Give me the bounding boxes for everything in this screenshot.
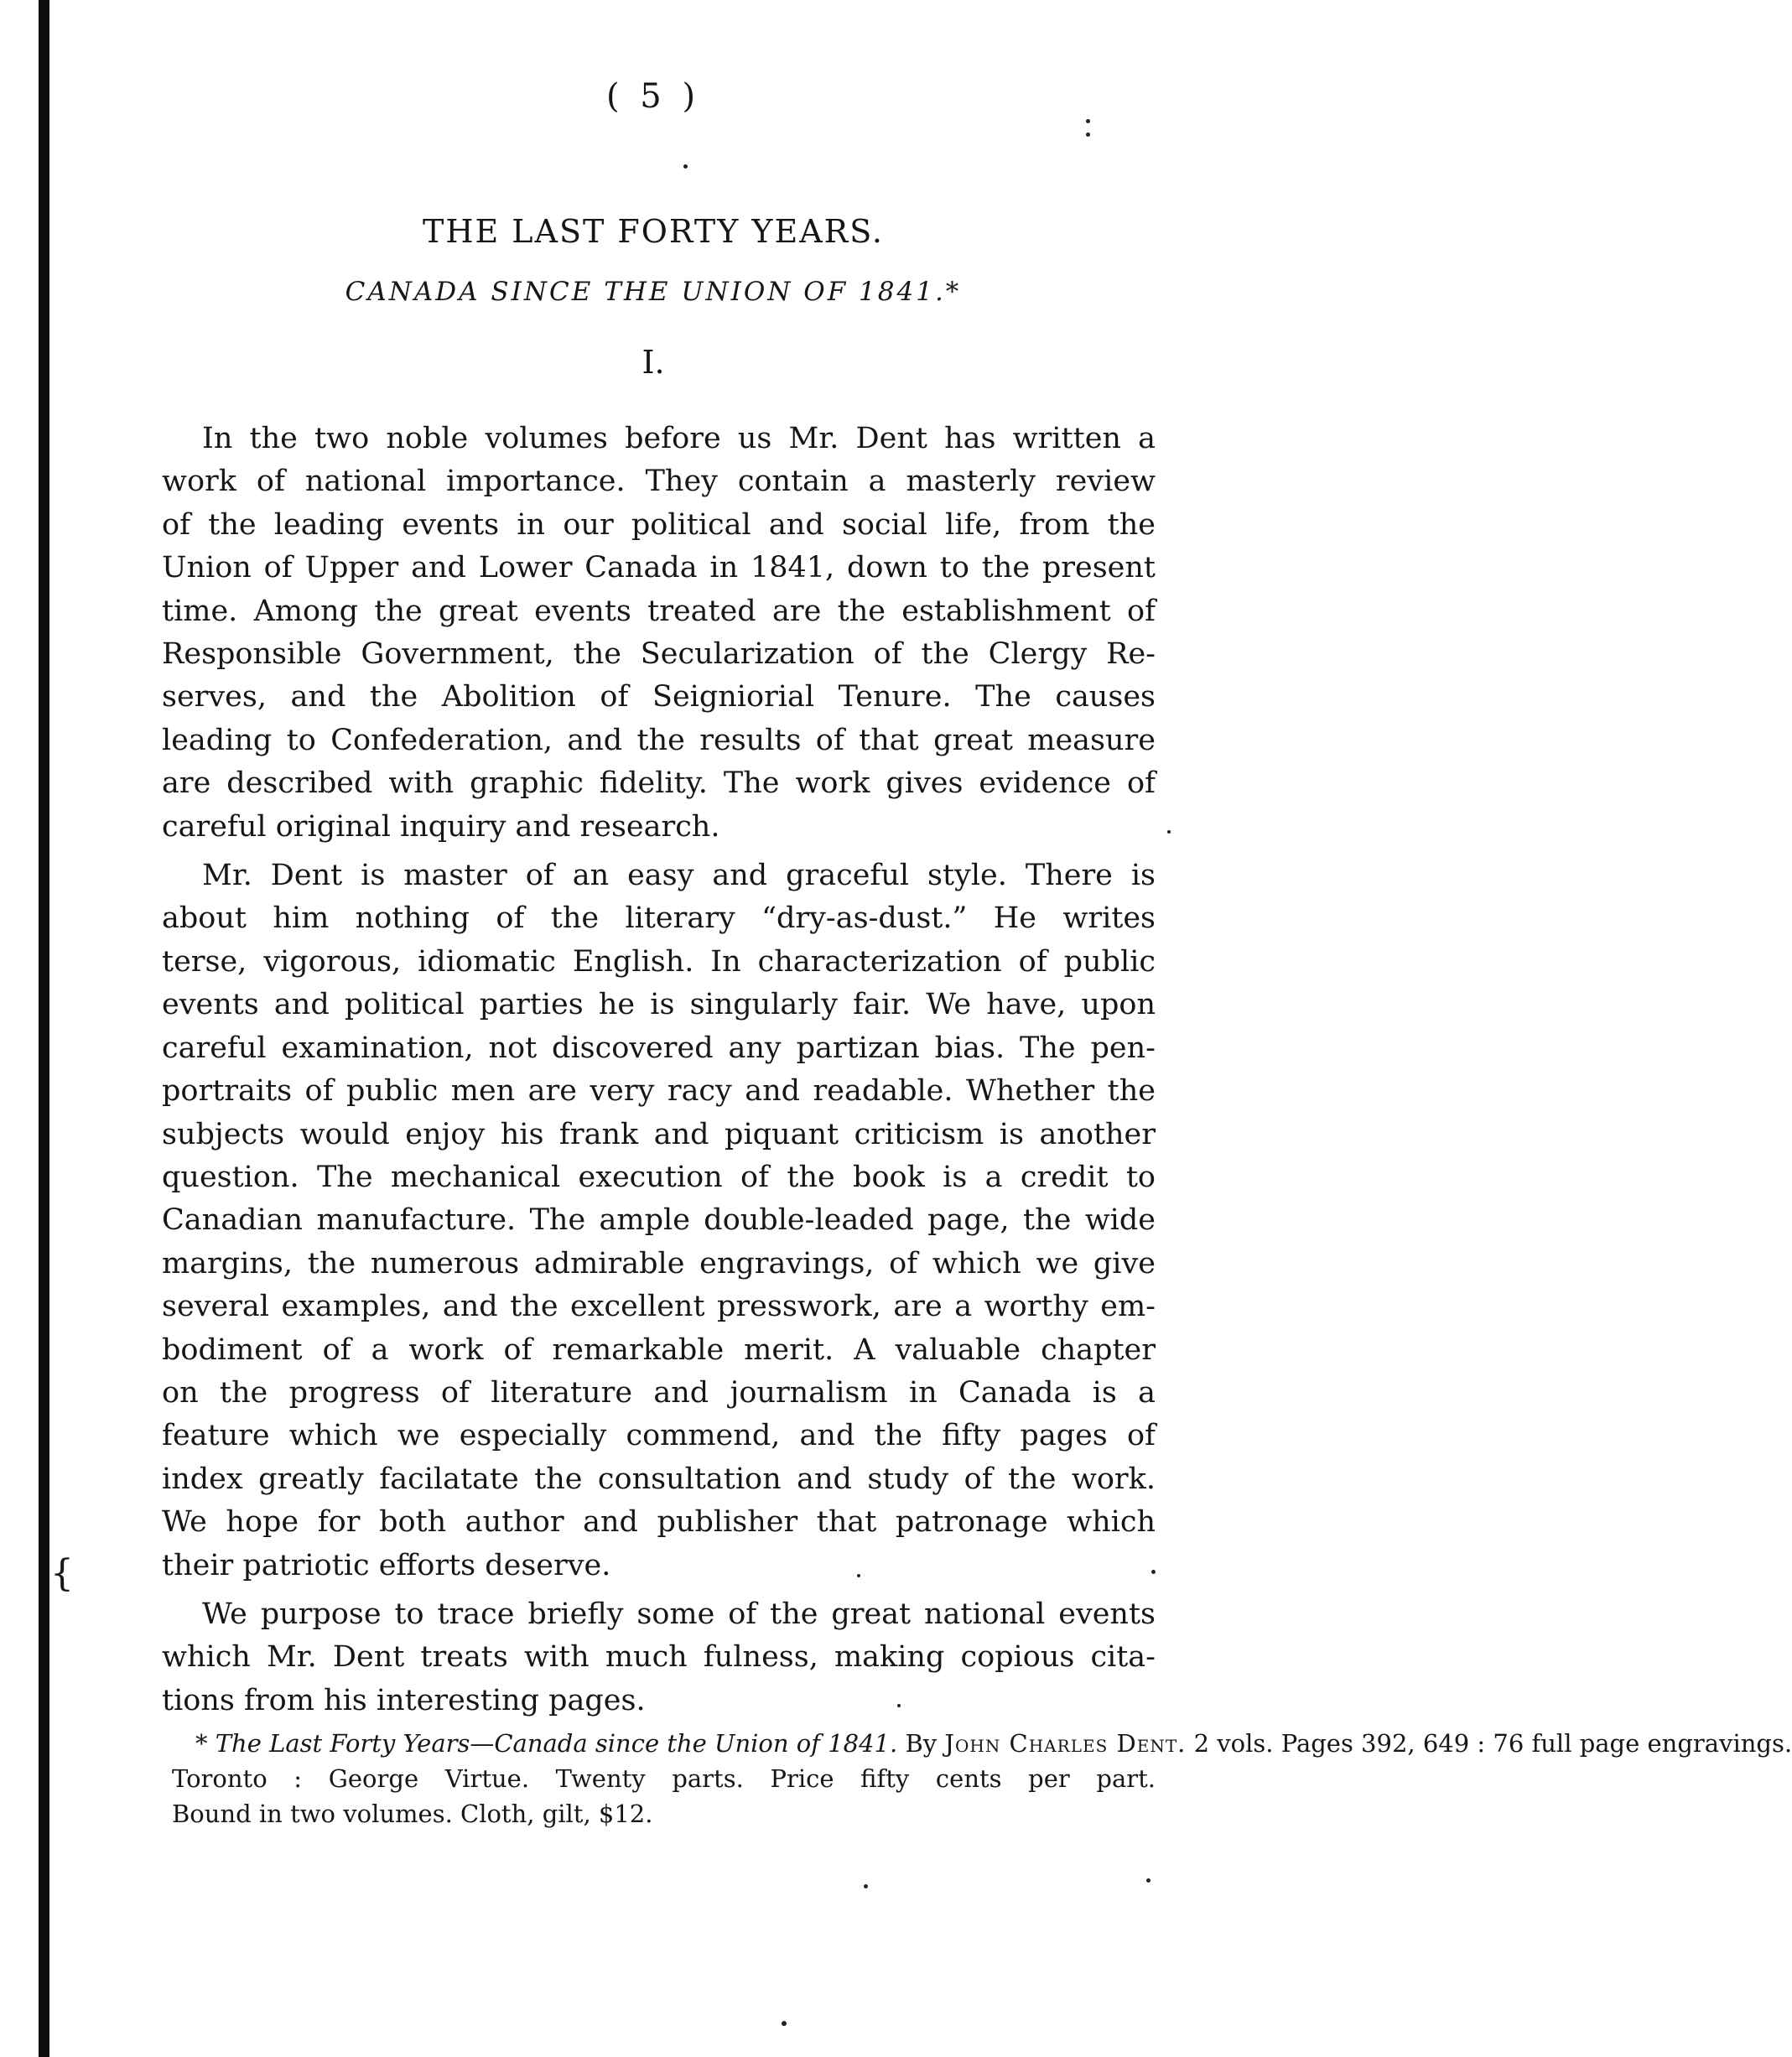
footnote-line xyxy=(172,1726,1792,1761)
paragraph xyxy=(162,854,1156,1587)
footnote-line: Bound in two volumes. Cloth, gilt, $12. xyxy=(172,1800,653,1828)
text-line: of the leading events in our political and social life, from the xyxy=(162,507,1156,542)
scan-speck xyxy=(864,1884,868,1888)
footnote-marker: * xyxy=(195,1729,208,1758)
footnote-by: By xyxy=(905,1729,938,1758)
text-line: We purpose to trace briefly some of the great national events xyxy=(202,1597,1156,1631)
text-line: Mr. Dent is master of an easy and graceful style. There is xyxy=(202,859,1156,893)
page-number: ( 5 ) xyxy=(605,77,701,116)
scan-speck xyxy=(683,164,688,169)
text-line: Canadian manufacture. The ample double-leaded page, the wide xyxy=(162,1203,1156,1238)
scan-binding-edge xyxy=(39,0,49,2057)
text-line: feature which we especially commend, and the fifty pages of xyxy=(162,1419,1156,1453)
text-line: We hope for both author and publisher that patronage which xyxy=(162,1505,1156,1540)
text-line: In the two noble volumes before us Mr. Dent has written a xyxy=(202,422,1156,455)
text-line: serves, and the Abolition of Seigniorial Tenure. The causes xyxy=(162,680,1156,714)
paragraph-gap xyxy=(162,849,1156,854)
text-line: tions from his interesting pages. xyxy=(162,1683,646,1717)
text-line: work of national importance. They contain a masterly review xyxy=(162,465,1156,499)
binding-mark: { xyxy=(50,1552,74,1595)
text-line: several examples, and the excellent presswork, are a worthy em- xyxy=(162,1290,1156,1324)
scan-speck xyxy=(1146,1878,1151,1883)
footnote-author: John Charles Dent. xyxy=(944,1729,1187,1758)
text-line: on the progress of literature and journalism in Canada is a xyxy=(162,1375,1156,1410)
text-line: margins, the numerous admirable engravings, of which we give xyxy=(162,1246,1156,1280)
text-line: about him nothing of the literary “dry-as-dust.” He writes xyxy=(162,901,1156,936)
text-line: bodiment of a work of remarkable merit. A valuable chapter xyxy=(162,1332,1156,1367)
article-body xyxy=(162,418,1156,1722)
text-line: their patriotic efforts deserve. xyxy=(162,1548,611,1582)
text-line: portraits of public men are very racy and readable. Whether the xyxy=(162,1074,1156,1109)
text-line: question. The mechanical execution of the book is a credit to xyxy=(162,1160,1156,1194)
text-line: which Mr. Dent treats with much fulness, making copious cita- xyxy=(162,1640,1156,1675)
text-line: Union of Upper and Lower Canada in 1841, down to the present xyxy=(162,551,1156,585)
article-subtitle: CANADA SINCE THE UNION OF 1841.* xyxy=(345,277,962,307)
footnote-details: 2 vols. Pages 392, 649 : 76 full page engravings. xyxy=(1193,1729,1792,1758)
footnote-line: Toronto : George Virtue. Twenty parts. Price fifty cents per part. xyxy=(172,1764,1156,1793)
scan-speck xyxy=(1086,132,1090,137)
paragraph-gap xyxy=(162,1587,1156,1593)
scan-speck xyxy=(782,2021,787,2026)
text-line: index greatly facilatate the consultation and study of the work. xyxy=(162,1462,1156,1496)
scan-speck xyxy=(1167,830,1171,834)
paragraph xyxy=(162,1593,1156,1722)
text-line: are described with graphic fidelity. The work gives evidence of xyxy=(162,766,1156,801)
text-line: Responsible Government, the Secularization of the Clergy Re- xyxy=(162,637,1156,672)
text-line: careful examination, not discovered any partizan bias. The pen- xyxy=(162,1031,1156,1065)
section-number: I. xyxy=(641,344,665,381)
scan-speck xyxy=(1086,119,1090,123)
footnote xyxy=(172,1726,1792,1831)
article-title: THE LAST FORTY YEARS. xyxy=(422,213,885,250)
text-line: careful original inquiry and research. xyxy=(162,809,720,844)
paragraph xyxy=(162,418,1156,849)
text-line: subjects would enjoy his frank and piquant criticism is another xyxy=(162,1117,1156,1151)
text-line: events and political parties he is singularly fair. We have, upon xyxy=(162,988,1156,1022)
text-line: time. Among the great events treated are the establishment of xyxy=(162,594,1156,628)
footnote-book-title: The Last Forty Years—Canada since the Union of 1841. xyxy=(215,1729,898,1758)
text-line: leading to Confederation, and the results of that great measure xyxy=(162,723,1156,757)
text-line: terse, vigorous, idiomatic English. In characterization of public xyxy=(162,944,1156,979)
